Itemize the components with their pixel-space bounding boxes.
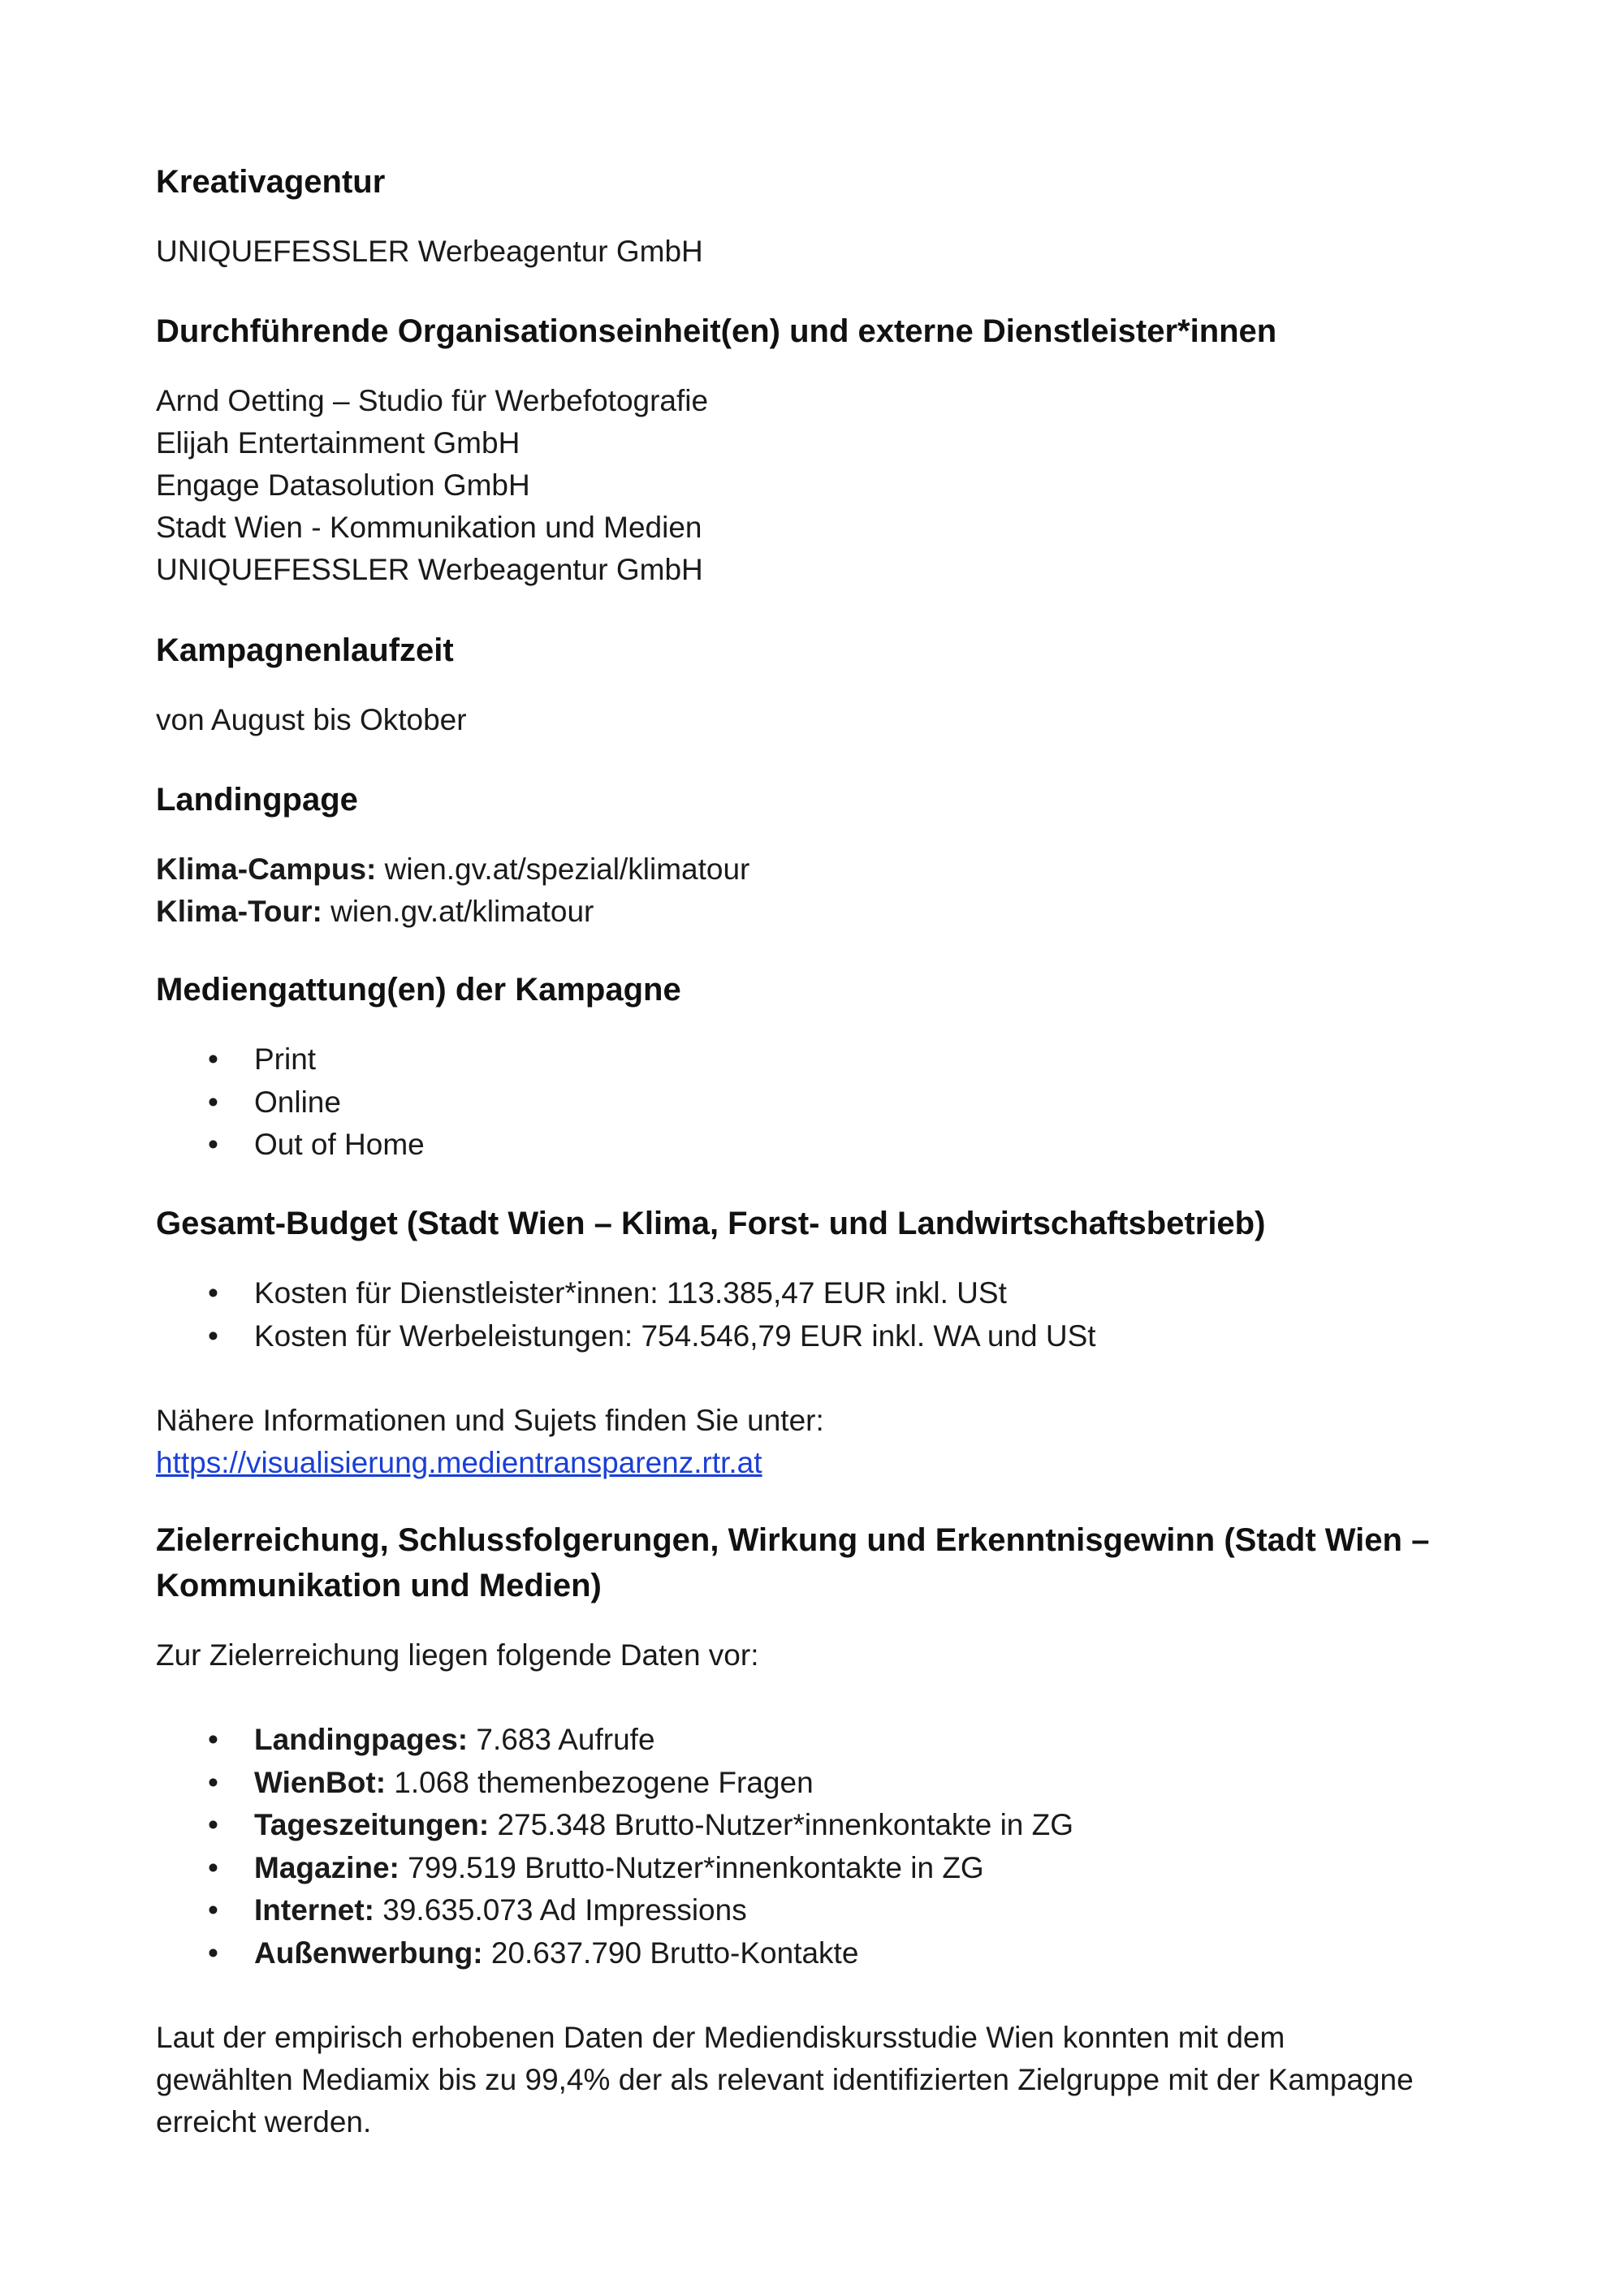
bullet-icon: • [208,1850,218,1884]
list-item-text: Kosten für Dienstleister*innen: 113.385,47 EUR inkl. USt [254,1276,1007,1310]
heading-kreativagentur: Kreativagentur [156,164,386,200]
heading-ziel-line2: Kommunikation und Medien) [156,1568,602,1603]
ziel-intro: Zur Zielerreichung liegen folgende Daten vor: [156,1638,759,1672]
conclusion-line: erreicht werden. [156,2105,372,2138]
durchfuehrende-list [156,380,1488,591]
metric-label: Außenwerbung: [254,1936,483,1970]
provider-line: Elijah Entertainment GmbH [156,426,520,460]
metric-label: Tageszeitungen: [254,1808,490,1841]
bullet-icon: • [208,1042,218,1076]
section-kreativagentur [156,159,1488,273]
section-ziel [156,1517,1488,2143]
list-item-text: Online [254,1085,341,1119]
metric-value: 7.683 Aufrufe [468,1723,655,1756]
bullet-icon: • [208,1936,218,1970]
section-mediengattung [156,967,1488,1167]
list-item [156,1124,1488,1167]
list-item [156,1272,1488,1315]
list-item [156,1038,1488,1081]
budget-list [156,1272,1488,1357]
list-item [156,1889,1488,1932]
info-text: Nähere Informationen und Sujets finden Sie unter: [156,1404,824,1437]
metric-label: Magazine: [254,1850,400,1884]
heading-budget: Gesamt-Budget (Stadt Wien – Klima, Forst- und Landwirtschaftsbetrieb) [156,1206,1266,1241]
heading-landingpage: Landingpage [156,782,358,818]
bullet-icon: • [208,1765,218,1799]
metric-label: Internet: [254,1893,374,1927]
info-link[interactable]: https://visualisierung.medientransparenz.rtr.at [156,1446,762,1479]
bullet-icon: • [208,1893,218,1927]
list-item [156,1081,1488,1124]
heading-ziel [156,1517,1488,1608]
bullet-icon: • [208,1276,218,1310]
list-item [156,1719,1488,1762]
provider-line: Engage Datasolution GmbH [156,468,530,502]
list-item [156,1762,1488,1805]
list-item-text: Out of Home [254,1128,425,1161]
metric-label: WienBot: [254,1765,387,1799]
landingpage-list [156,848,1488,933]
budget-info [156,1400,1488,1484]
bullet-icon: • [208,1128,218,1161]
list-item [156,1932,1488,1975]
landingpage-label: Klima-Campus: [156,852,377,886]
list-item [156,1804,1488,1847]
ziel-list [156,1719,1488,1974]
heading-laufzeit: Kampagnenlaufzeit [156,632,454,668]
provider-line: Stadt Wien - Kommunikation und Medien [156,511,702,544]
landingpage-url: wien.gv.at/spezial/klimatour [376,852,750,886]
mediengattung-list [156,1038,1488,1167]
section-budget [156,1201,1488,1484]
section-laufzeit [156,628,1488,741]
conclusion-line: Laut der empirisch erhobenen Daten der Mediendiskursstudie Wien konnten mit dem [156,2021,1285,2054]
info-link-line [156,1442,1488,1484]
landingpage-item [156,848,1488,891]
landingpage-item [156,891,1488,933]
metric-label: Landingpages: [254,1723,469,1756]
list-item [156,1847,1488,1890]
heading-ziel-line1: Zielerreichung, Schlussfolgerungen, Wirkung und Erkenntnisgewinn (Stadt Wien – [156,1522,1430,1558]
heading-mediengattung: Mediengattung(en) der Kampagne [156,972,681,1008]
ziel-conclusion [156,2017,1488,2143]
list-item-text: Print [254,1042,317,1076]
metric-value: 39.635.073 Ad Impressions [374,1893,747,1927]
provider-line: UNIQUEFESSLER Werbeagentur GmbH [156,553,703,586]
list-item-text: Kosten für Werbeleistungen: 754.546,79 EUR inkl. WA und USt [254,1318,1096,1353]
bullet-icon: • [208,1085,218,1119]
bullet-icon: • [208,1318,218,1353]
heading-durchfuehrende: Durchführende Organisationseinheit(en) und externe Dienstleister*innen [156,313,1277,349]
metric-value: 799.519 Brutto-Nutzer*innenkontakte in ZG [399,1850,984,1884]
laufzeit-text: von August bis Oktober [156,703,467,736]
section-landingpage [156,777,1488,933]
list-item [156,1315,1488,1358]
landingpage-label: Klima-Tour: [156,895,322,928]
section-durchfuehrende [156,309,1488,591]
bullet-icon: • [208,1808,218,1841]
metric-value: 20.637.790 Brutto-Kontakte [482,1936,859,1970]
conclusion-line: gewählten Mediamix bis zu 99,4% der als relevant identifizierten Zielgruppe mit der Kampagne [156,2063,1414,2096]
bullet-icon: • [208,1723,218,1756]
provider-line: Arnd Oetting – Studio für Werbefotografie [156,384,709,417]
kreativagentur-text: UNIQUEFESSLER Werbeagentur GmbH [156,235,703,268]
landingpage-url: wien.gv.at/klimatour [322,895,594,928]
metric-value: 1.068 themenbezogene Fragen [386,1765,814,1799]
metric-value: 275.348 Brutto-Nutzer*innenkontakte in ZG [489,1808,1074,1841]
